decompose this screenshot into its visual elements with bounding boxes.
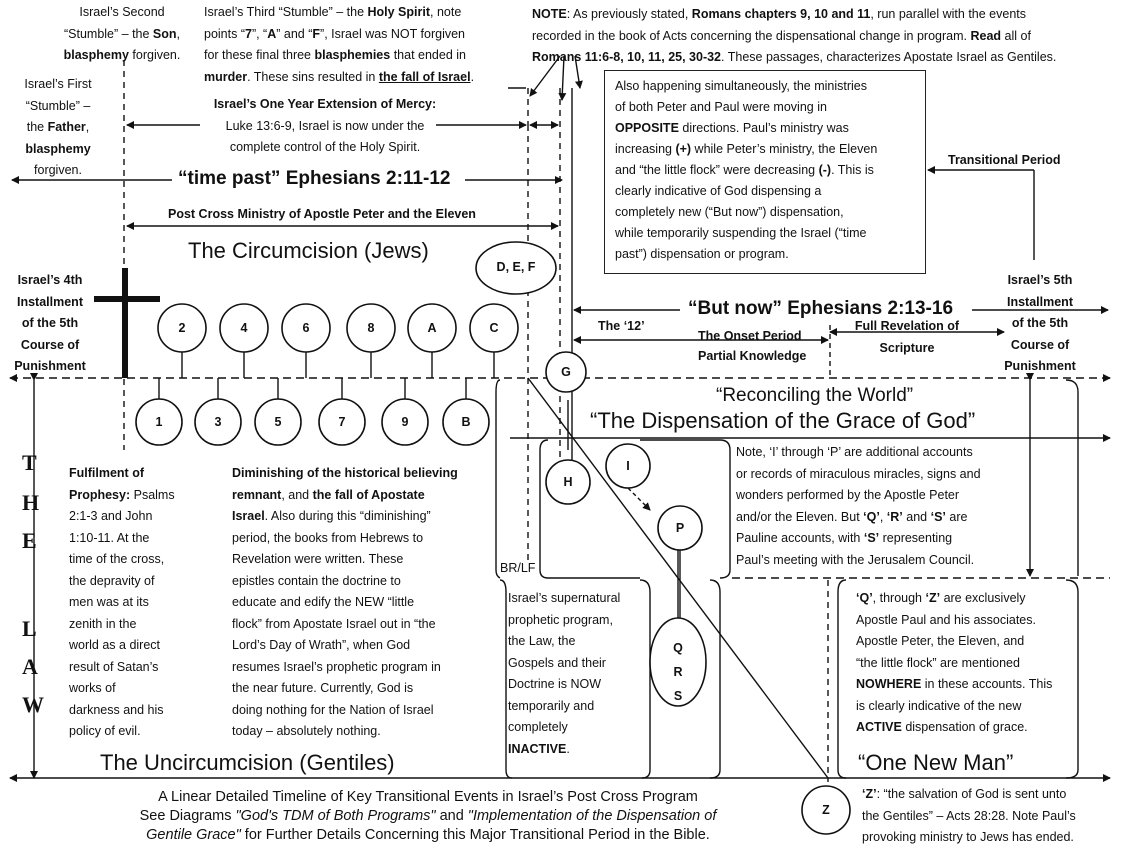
law-letter-t: T [22,450,37,475]
prophecy-text: Fulfilment of Prophesy: Psalms 2:1-3 and John 1:10-11. At the time of the cross, the depravity of men was at its zenith in the world as a direct result of Satan’s works of darkness and his policy of evil. [69,466,175,738]
the-12-label: The ‘12’ [598,319,645,333]
circle-6-label: 6 [302,321,310,335]
stumble-first-text: Israel’s First “Stumble” – the Father, blasphemy forgiven. [24,77,92,177]
law-letter-w: W [22,692,44,717]
one-new-man-label: “One New Man” [858,750,1014,775]
circle-i-label: I [626,459,630,473]
circle-qrs-label: Q R S [673,641,683,703]
fifth-installment-text: Israel’s 5th Installment of the 5th Course of Punishment [1004,273,1076,373]
uncircumcision-label: The Uncircumcision (Gentiles) [100,750,395,775]
circle-z-label: Z [822,803,830,817]
law-letter-e: E [22,528,37,553]
time-past-label: “time past” Ephesians 2:11-12 [178,168,451,189]
qz-note-text: ‘Q’, through ‘Z’ are exclusively Apostle Paul and his associates. Apostle Peter, the Eleven, and “the little flock” are mentioned NOWHERE in these accounts. This is clearly indicative of the new ACTIVE dispensation of grace. [856,591,1053,734]
but-now-label: “But now” Ephesians 2:13-16 [688,298,954,319]
z-note-text: ‘Z’: “the salvation of God is sent unto the Gentiles” – Acts 28:28. Note Paul’s provoking ministry to Jews has ended. [862,787,1076,844]
diagram-caption: A Linear Detailed Timeline of Key Transitional Events in Israel’s Post Cross Program See Diagrams "God's TDM of Both Programs" and "Implementation of the Dispensation of Gentile Grace" for Further Details Concerning this Major Transitional Period in the Bible. [139,789,717,843]
mercy-text: Israel’s One Year Extension of Mercy: Luke 13:6-9, Israel is now under the complete control of the Holy Spirit. [213,97,437,154]
post-cross-label: Post Cross Ministry of Apostle Peter and the Eleven [168,207,476,221]
dispensation-grace-label: “The Dispensation of the Grace of God” [590,408,976,433]
circle-b-label: B [461,415,471,429]
circle-5-label: 5 [274,415,282,429]
supernatural-text: Israel’s supernatural prophetic program, the Law, the Gospels and their Doctrine is NOW temporarily and completely INACTIVE. [508,591,621,756]
full-revelation-label: Full Revelation of Scripture [854,319,960,355]
circle-2-label: 2 [178,321,186,335]
diminishing-text: Diminishing of the historical believing remnant, and the fall of Apostate Israel. Also during this “diminishing” period, the books from Hebrews to Revelation were written. These epistles contain the doctrine to educate and edify the NEW “little flock” from Apostate Israel out in “the Lord’s Day of Wrath”, when God resumes Israel’s prophetic program in the near future. Currently, God is doing nothing for the Nation of Israel today – absolutely nothing. [232,466,458,738]
law-letter-h: H [22,490,40,515]
note-text: NOTE: As previously stated, Romans chapters 9, 10 and 11, run parallel with the events recorded in the book of Acts concerning the dispensational change in program. Read all of Romans 11:6-8, 10, 11, 25, 30-32. These passages, characterizes Apostate Israel as Gentiles. [532,7,1057,64]
circle-4-label: 4 [240,321,248,335]
circle-3-label: 3 [214,415,222,429]
transitional-period-label: Transitional Period [948,153,1061,167]
circle-c-label: C [489,321,499,335]
circle-1-label: 1 [155,415,163,429]
onset-period-label: The Onset Period [698,329,802,343]
br-lf-label: BR/LF [500,561,536,575]
law-letter-l: L [22,616,37,641]
circle-9-label: 9 [401,415,409,429]
circumcision-label: The Circumcision (Jews) [188,238,429,263]
circle-h-label: H [563,475,573,489]
circle-p-label: P [675,521,685,535]
law-letter-a: A [22,654,38,679]
def-label: D, E, F [496,260,536,274]
cross-icon [122,268,128,378]
circle-7-label: 7 [338,415,346,429]
ip-note-text: Note, ‘I’ through ‘P’ are additional accounts or records of miraculous miracles, signs and wonders performed by the Apostle Peter and/or the Eleven. But ‘Q’, ‘R’ and ‘S’ are Pauline accounts, with ‘S’ representing Paul’s meeting with the Jerusalem Council. [736,445,981,567]
stumble-third-text: Israel’s Third “Stumble” – the Holy Spirit, note points “7”, “A” and “F”, Israel was NOT forgiven for these final three blasphemies that ended in murder. These sins resulted in the fall of Israel. [204,5,475,84]
circle-g-label: G [561,365,571,379]
partial-knowledge-label: Partial Knowledge [698,349,807,363]
circle-a-label: A [427,321,437,335]
circle-8-label: 8 [367,321,375,335]
simultaneous-box: Also happening simultaneously, the ministries of both Peter and Paul were moving in OPPOSITE directions. Paul’s ministry was increasing (+) while Peter’s ministry, the Eleven and “the little flock” were decreasing (-). This is clearly indicative of God dispensing a completely new (“But now”) dispensation, while temporarily suspending the Israel (“time past”) dispensation or program. [604,70,926,274]
fourth-installment-text: Israel’s 4th Installment of the 5th Course of Punishment [14,273,86,373]
reconciling-label: “Reconciling the World” [716,385,914,406]
stumble-second-text: Israel’s Second “Stumble” – the Son, blasphemy forgiven. [63,5,181,62]
